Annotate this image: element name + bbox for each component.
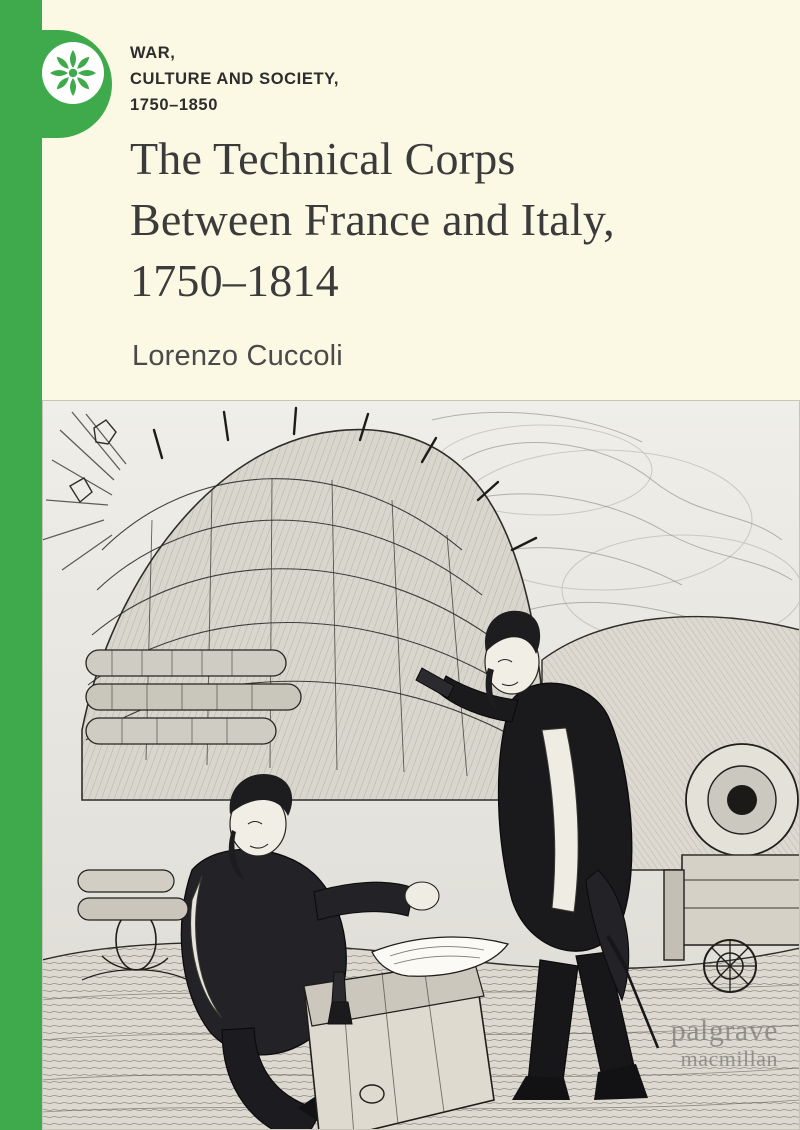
series-line-3: 1750–1850 [130,96,218,115]
palgrave-macmillan-logo-icon [42,42,104,104]
series-line-2: CULTURE AND SOCIETY, [130,70,340,89]
cover-illustration [42,400,800,1130]
publisher-imprint [671,1014,778,1072]
title-line-2: Between France and Italy, [130,194,615,246]
publisher-name-line-2: macmillan [680,1046,778,1072]
title-line-3: 1750–1814 [130,255,339,307]
series-line-1: WAR, [130,44,176,62]
publisher-name-line-1: palgrave [670,1013,778,1047]
spine-band [0,0,42,1130]
page-title [130,128,750,312]
title-line-1: The Technical Corps [130,133,516,184]
author-name: Lorenzo Cuccoli [132,340,343,372]
series-title [130,40,430,118]
